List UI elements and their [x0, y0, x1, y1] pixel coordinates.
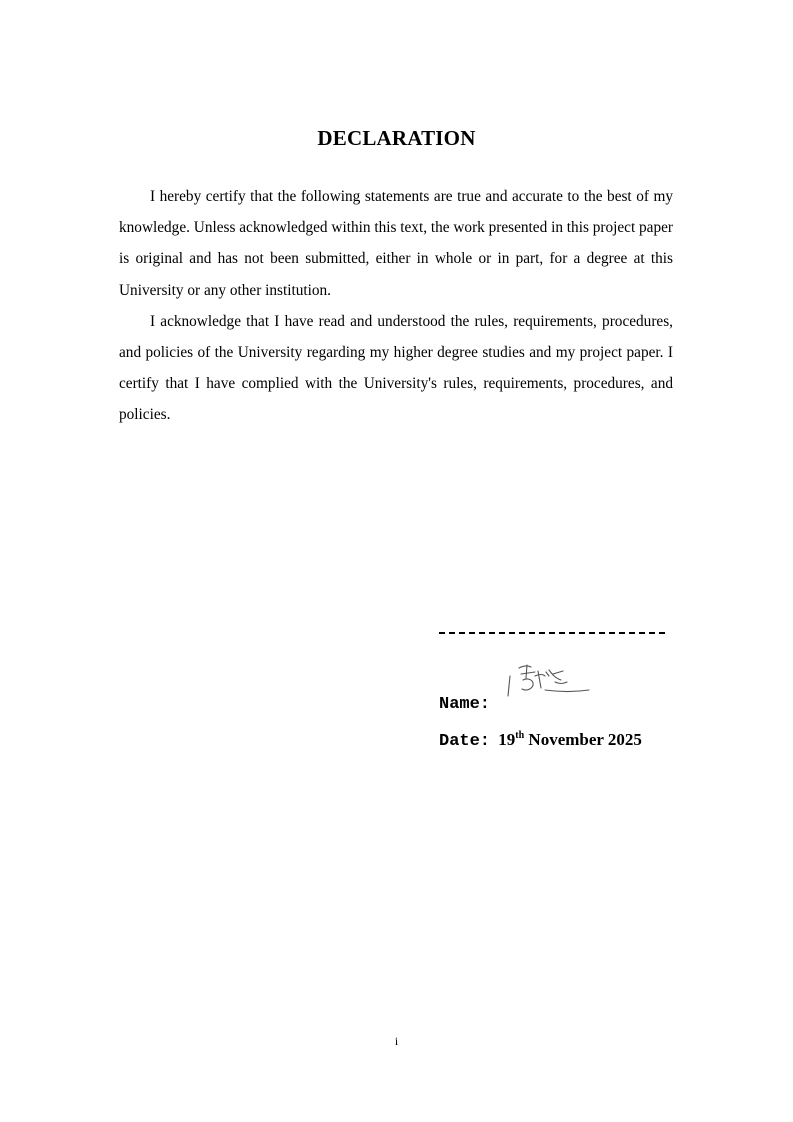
- declaration-body: [119, 181, 673, 431]
- declaration-paragraph-1: I hereby certify that the following statements are true and accurate to the best of my knowledge. Unless acknowledged within this text, the work presented in this project paper is original and has not been submitted, either in whole or in part, for a degree at this University or any other institution.: [119, 188, 673, 299]
- page-number: i: [394, 1034, 399, 1048]
- date-label: Date:: [439, 732, 491, 751]
- name-label: Name:: [439, 695, 491, 714]
- date-value: [498, 730, 642, 749]
- signature-line: [439, 632, 665, 634]
- date-ordinal: th: [515, 730, 525, 741]
- handwritten-signature-icon: [505, 662, 593, 702]
- page-title: DECLARATION: [317, 126, 476, 150]
- date-row: [439, 730, 642, 751]
- date-day: 19: [498, 730, 516, 749]
- declaration-paragraph-2: I acknowledge that I have read and understood the rules, requirements, procedures, and policies of the University regarding my higher degree studies and my project paper. I certify that I have complied with the University's rules, requirements, procedures, and policies.: [119, 312, 673, 424]
- date-month-year: November 2025: [528, 730, 642, 749]
